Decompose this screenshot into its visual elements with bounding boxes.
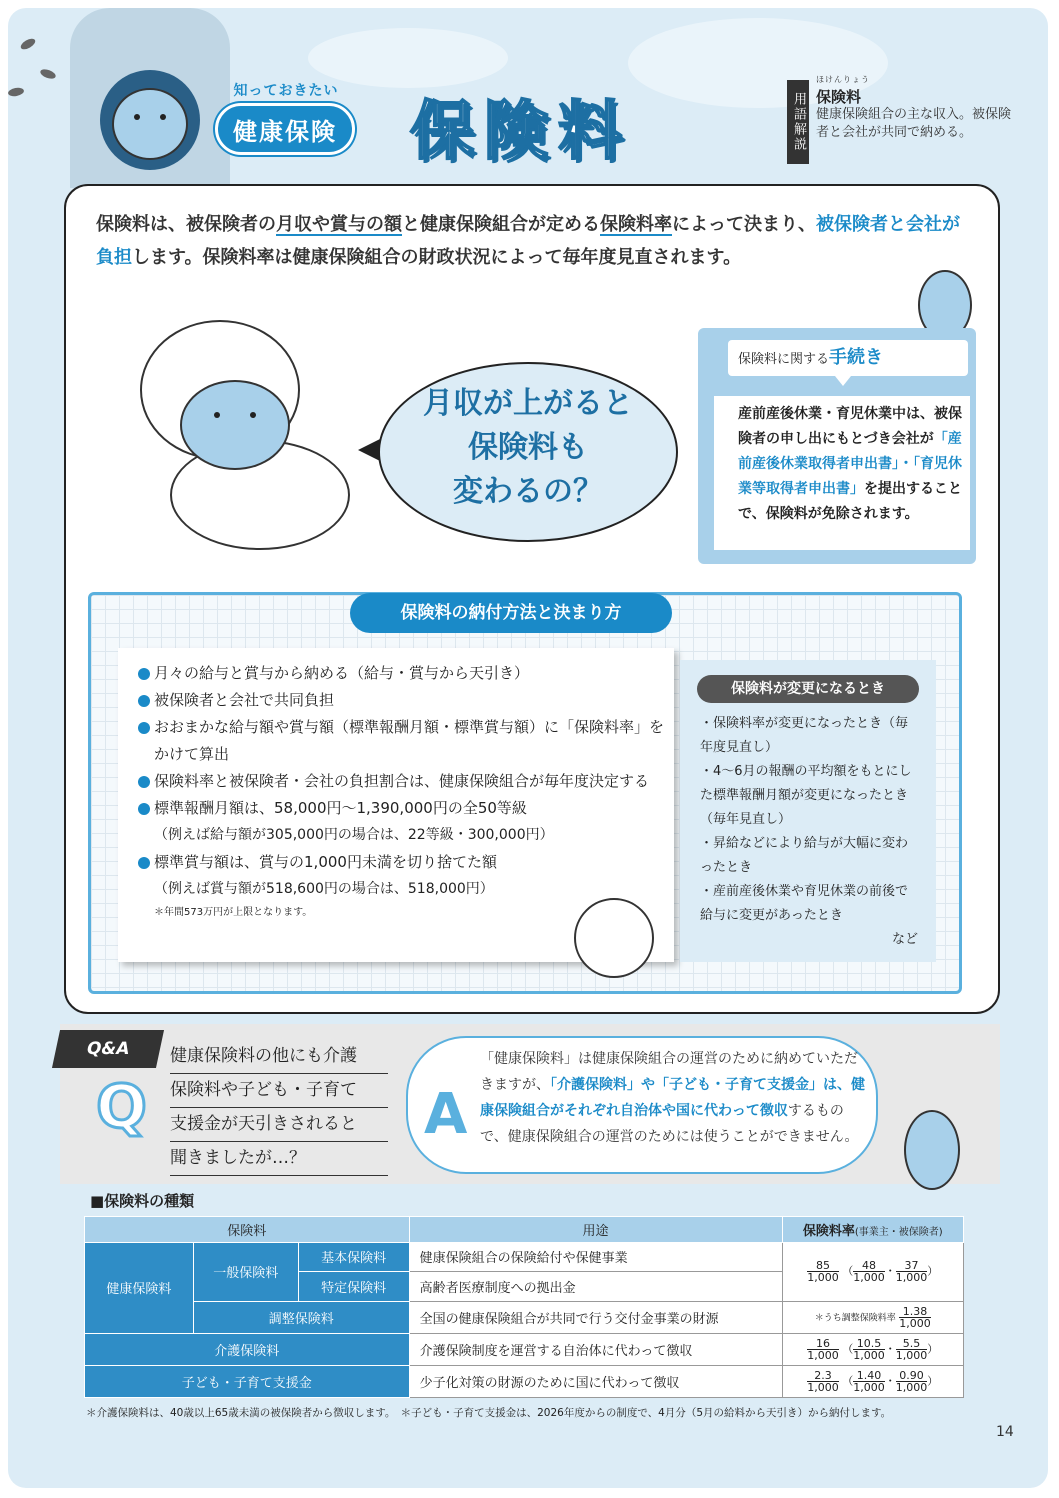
list-item: ・保険料率が変更になったとき（毎年度見直し）: [700, 716, 909, 755]
answer-mark-icon: A: [424, 1082, 468, 1147]
procedure-text: 産前産後休業・育児休業中は、被保険者の申し出にもとづき会社が「産前産後休業取得者申出書」・「育児休業等取得者申出書」を提出することで、保険料が免除されます。: [738, 406, 962, 522]
answer-text: 「健康保険料」は健康保険組合の運営のために納めていただきますが、「介護保険料」や「子ども・子育て支援金」は、健康保険組合がそれぞれ自治体や国に代わって徴収するもので、健康保険組合の運営のためには使うことができません。: [480, 1051, 865, 1145]
procedure-heading: 保険料に関する手続き: [728, 340, 968, 376]
cell-rate-chosei: ＊うち調整保険料率 $\frac{1.38}{1,000}$: [782, 1302, 963, 1334]
list-item: ・産前産後休業や育児休業の前後で給与に変更があったとき: [700, 884, 909, 923]
list-item: おおまかな給与額や賞与額（標準報酬月額・標準賞与額）に「保険料率」をかけて算出: [138, 714, 668, 768]
header-subtitle: 知っておきたい: [233, 83, 339, 99]
question-mark-icon: Q: [96, 1072, 148, 1142]
cell-rate-kodomo: $\frac{2.3}{1,000}$ （ $\frac{1.40}{1,000}$ ・ $\frac{0.90}{1,000}$ ）: [782, 1366, 963, 1398]
page-number: 14: [996, 1424, 1014, 1440]
cell-kenko: 健康保険料: [85, 1242, 194, 1334]
glossary-description: 健康保険組合の主な収入。被保険者と会社が共同で納める。: [816, 107, 1012, 140]
sheep-face: [180, 380, 290, 470]
list-item: ・昇給などにより給与が大幅に変わったとき: [700, 836, 909, 875]
cell-use-kihon: 健康保険組合の保険給付や保健事業: [409, 1242, 782, 1272]
payment-method-title: 保険料の納付方法と決まり方: [350, 593, 672, 633]
change-conditions-heading: 保険料が変更になるとき: [697, 675, 919, 703]
cell-tokutei: 特定保険料: [298, 1272, 409, 1302]
list-item: 被保険者と会社で共同負担: [138, 687, 668, 714]
cell-kodomo: 子ども・子育て支援金: [85, 1366, 410, 1398]
list-item: ・4〜6月の報酬の平均額をもとにした標準報酬月額が変更になったとき（毎年見直し）: [700, 764, 912, 827]
cell-ippan: 一般保険料: [193, 1242, 298, 1302]
cell-kaigo: 介護保険料: [85, 1334, 410, 1366]
table-header-use: 用途: [409, 1217, 782, 1243]
list-item: 月々の給与と賞与から納める（給与・賞与から天引き）: [138, 660, 668, 687]
qa-tag: Q&A: [52, 1030, 164, 1068]
change-conditions-list: [700, 712, 918, 952]
glossary-tag: 用語解説: [787, 80, 809, 164]
glossary-term: 保険料: [816, 88, 862, 106]
cell-use-chosei: 全国の健康保険組合が共同で行う交付金事業の財源: [409, 1302, 782, 1334]
table-header-rate: 保険料率(事業主・被保険者): [782, 1217, 963, 1243]
cell-use-tokutei: 高齢者医療制度への拠出金: [409, 1272, 782, 1302]
cell-rate-kenko: $\frac{85}{1,000}$ （ $\frac{48}{1,000}$ ・ $\frac{37}{1,000}$ ）: [782, 1242, 963, 1302]
list-item: 標準報酬月額は、58,000円〜1,390,000円の全50等級: [138, 795, 668, 822]
cell-kihon: 基本保険料: [298, 1242, 409, 1272]
cell-chosei: 調整保険料: [193, 1302, 409, 1334]
intro-paragraph: 保険料は、被保険者の月収や賞与の額と健康保険組合が定める保険料率によって決まり、被保険者と会社が負担します。保険料率は健康保険組合の財政状況によって毎年度見直されます。: [96, 214, 960, 268]
squirrel-idea-illustration: [904, 1110, 960, 1190]
header-badge: 健康保険: [215, 103, 355, 155]
page-title: 保険料: [410, 95, 632, 169]
speech-bubble-text: 月収が上がると 保険料も 変わるの？: [423, 386, 633, 509]
small-sheep-illustration: [574, 898, 654, 978]
list-item: 保険料率と被保険者・会社の負担割合は、健康保険組合が毎年度決定する: [138, 768, 668, 795]
cell-use-kodomo: 少子化対策の財源のために国に代わって徴収: [409, 1366, 782, 1398]
list-etc: など: [891, 932, 918, 947]
premium-types-table: [84, 1216, 964, 1398]
footnote: ＊介護保険料は、40歳以上65歳未満の被保険者から徴収します。 ＊子ども・子育て支援金は、2026年度からの制度で、4月分（5月の給料から天引き）から納付します。: [86, 1407, 892, 1419]
payment-method-list: [138, 660, 668, 923]
cell-rate-kaigo: $\frac{16}{1,000}$ （ $\frac{10.5}{1,000}$ ・ $\frac{5.5}{1,000}$ ）: [782, 1334, 963, 1366]
procedure-arrow-icon: [835, 376, 851, 386]
question-text: 健康保険料の他にも介護 保険料や子ども・子育て 支援金が天引きされると 聞きましたが…？: [170, 1040, 388, 1176]
table-title: ■保険料の種類: [90, 1192, 195, 1210]
squirrel-illustration: [112, 88, 188, 160]
table-header-type: 保険料: [85, 1217, 410, 1243]
glossary-ruby: ほけんりょう: [816, 75, 870, 84]
cell-use-kaigo: 介護保険制度を運営する自治体に代わって徴収: [409, 1334, 782, 1366]
list-item-example: （例えば賞与額が518,600円の場合は、518,000円）: [154, 881, 494, 897]
list-note: ＊年間573万円が上限となります。: [154, 907, 313, 918]
list-item-example: （例えば給与額が305,000円の場合は、22等級・300,000円）: [154, 827, 554, 843]
list-item: 標準賞与額は、賞与の1,000円未満を切り捨てた額: [138, 849, 668, 876]
